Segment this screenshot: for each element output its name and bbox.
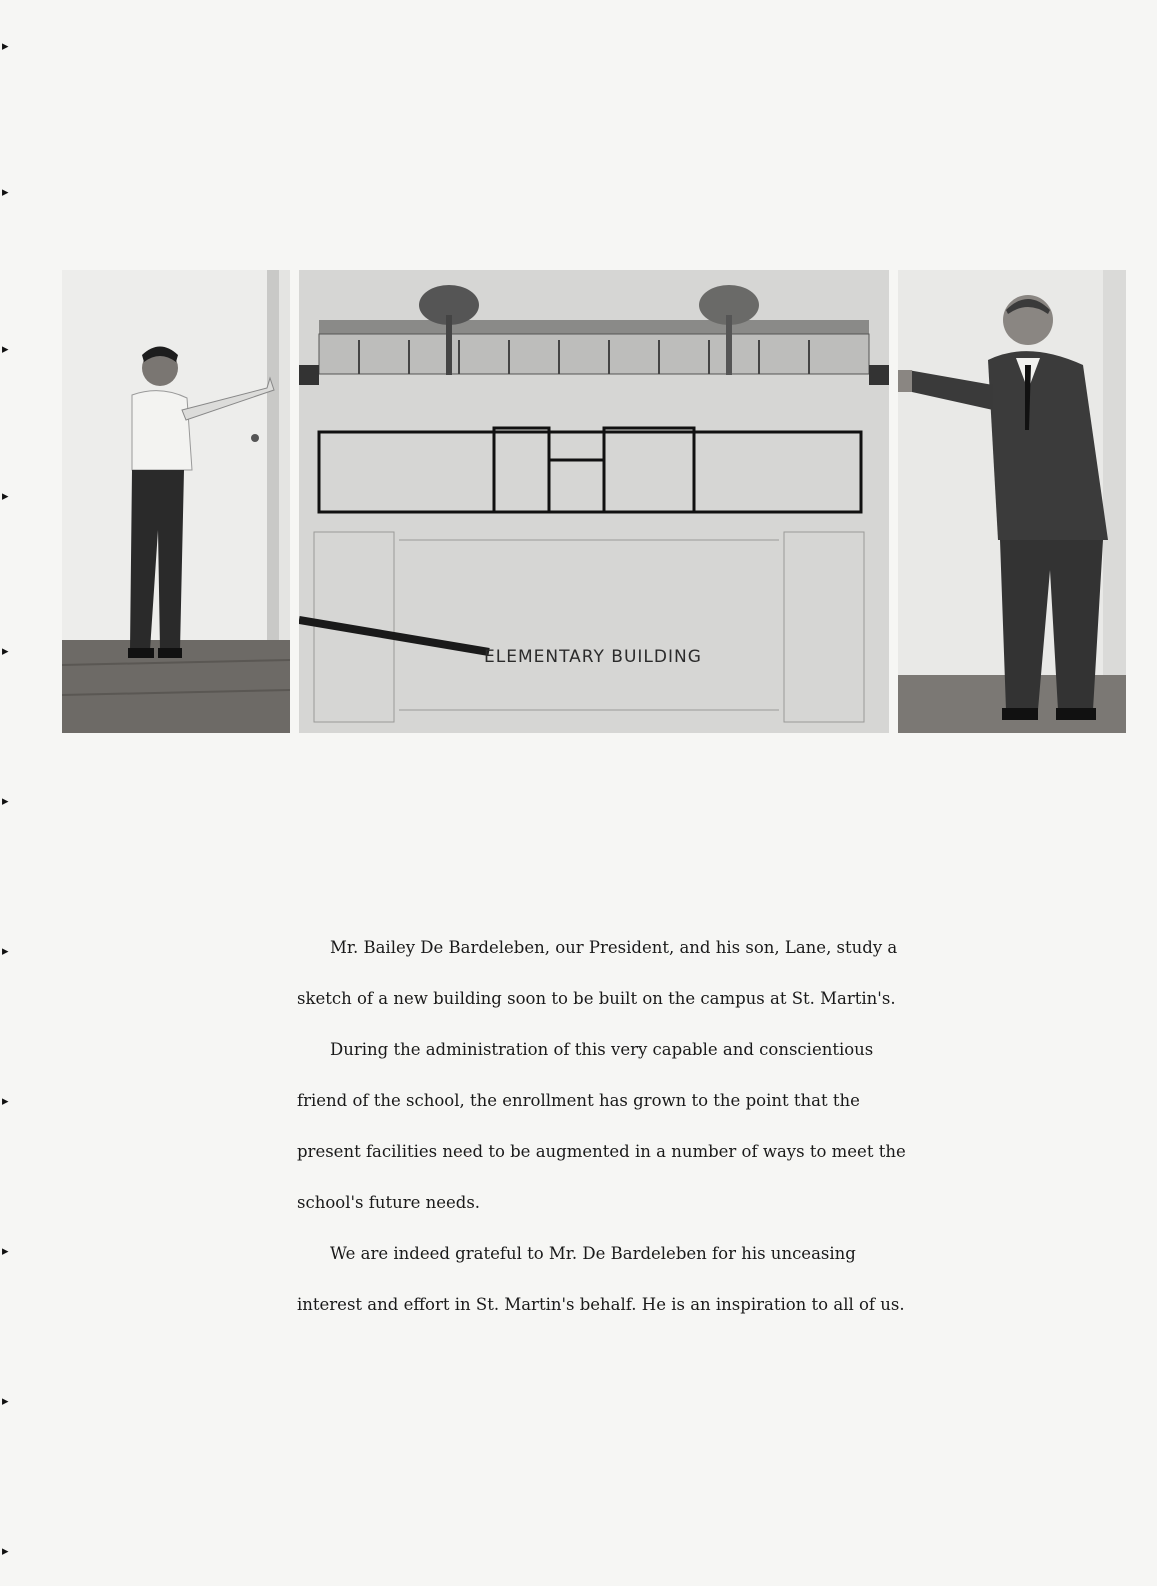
edge-mark: ▸ [2,794,9,809]
drawing-label: ELEMENTARY BUILDING [484,647,702,667]
edge-mark: ▸ [2,944,9,959]
edge-mark: ▸ [2,1394,9,1409]
edge-mark: ▸ [2,342,9,357]
caption-paragraph: During the administration of this very capable and conscientious friend of the school, the enrollment has grown to the point that the present facilities need to be augmented in a number of ways to meet the school's future needs. [297,1040,906,1212]
photo-president [898,270,1126,733]
photo-building-sketch [299,270,889,733]
edge-mark: ▸ [2,1244,9,1259]
photo-boy [62,270,290,733]
caption-paragraph: Mr. Bailey De Bardeleben, our President, and his son, Lane, study a sketch of a new building soon to be built on the campus at St. Martin's. [297,938,898,1008]
edge-mark: ▸ [2,39,9,54]
edge-mark: ▸ [2,1094,9,1109]
edge-mark: ▸ [2,1544,9,1559]
edge-mark: ▸ [2,489,9,504]
edge-mark: ▸ [2,185,9,200]
caption-paragraph: We are indeed grateful to Mr. De Bardeleben for his unceasing interest and effort in St. Martin's behalf. He is an inspiration to all of us. [297,1244,905,1314]
edge-mark: ▸ [2,644,9,659]
caption [297,922,907,1330]
